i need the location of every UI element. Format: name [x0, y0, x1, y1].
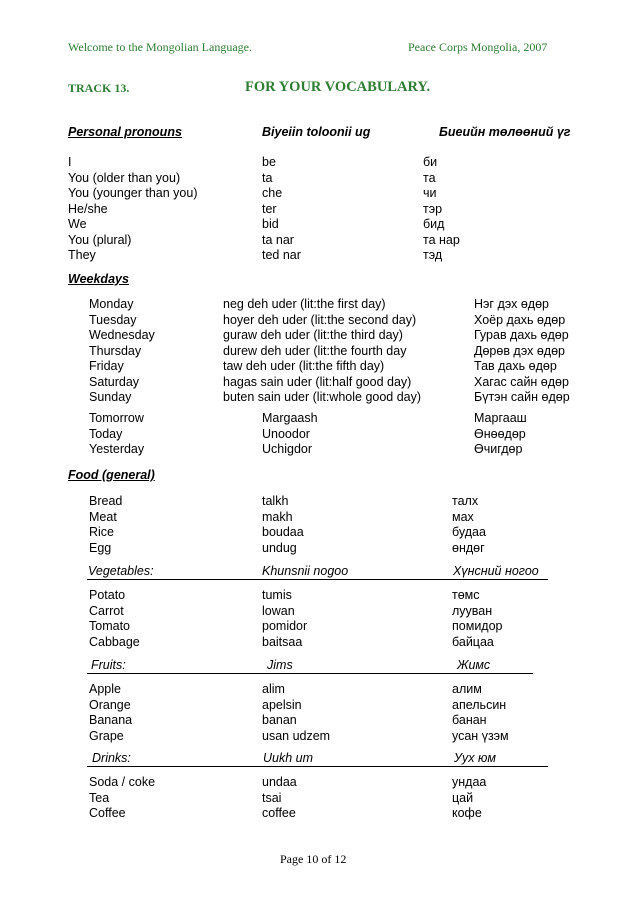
list-item: You (younger than you): [68, 186, 198, 200]
list-item: alim: [262, 682, 285, 696]
list-item: hoyer deh uder (lit:the second day): [223, 312, 417, 327]
list-item: talkh: [262, 494, 289, 508]
list-item: ter: [262, 201, 277, 216]
list-item: I: [68, 155, 72, 169]
list-item: We: [68, 217, 87, 231]
list-item: tumis: [262, 588, 292, 602]
drinks-col-cyrillic: [452, 775, 486, 822]
list-item: Хоёр дахь өдөр: [474, 312, 566, 327]
header-right: Peace Corps Mongolia, 2007: [408, 40, 548, 54]
list-item: boudaa: [262, 525, 304, 539]
list-item: Coffee: [89, 806, 126, 820]
list-item: Хагас сайн өдөр: [474, 374, 569, 389]
relative-days-col-english: [89, 411, 144, 458]
list-item: будаа: [452, 525, 486, 539]
list-item: Egg: [89, 540, 112, 555]
list-item: He/she: [68, 201, 108, 216]
list-item: байцаа: [452, 634, 494, 649]
list-item: Margaash: [262, 411, 318, 425]
weekdays-col-english: [89, 297, 155, 406]
list-item: өндөг: [452, 540, 485, 555]
fruits-heading: Fruits:: [91, 658, 126, 672]
list-item: Tuesday: [89, 312, 137, 327]
list-item: Tomato: [89, 619, 130, 633]
list-item: makh: [262, 509, 293, 524]
list-item: ted nar: [262, 248, 301, 262]
list-item: тэр: [423, 201, 443, 216]
drinks-col-english: [89, 775, 155, 822]
vegetables-heading: Vegetables:: [88, 564, 154, 578]
fruits-underline: [87, 673, 533, 674]
list-item: Wednesday: [89, 328, 155, 342]
weekdays-col-cyrillic: [474, 297, 570, 406]
list-item: тэд: [423, 248, 443, 262]
vegetables-col-translit: [262, 588, 307, 650]
drinks-col-translit: [262, 775, 297, 822]
list-item: төмс: [452, 588, 480, 602]
list-item: buten sain uder (lit:whole good day): [223, 390, 422, 404]
pronouns-heading-cyrillic: Биеийн төлөөний үг: [439, 125, 571, 139]
list-item: Bread: [89, 494, 123, 508]
list-item: Orange: [89, 697, 131, 712]
list-item: ta nar: [262, 232, 294, 247]
list-item: чи: [423, 186, 437, 200]
list-item: Маргааш: [474, 411, 527, 425]
list-item: be: [262, 155, 276, 169]
list-item: hagas sain uder (lit:half good day): [223, 374, 412, 389]
track-label: TRACK 13.: [68, 81, 130, 95]
list-item: Monday: [89, 297, 134, 311]
list-item: би: [423, 155, 438, 169]
pronouns-heading: Personal pronouns: [68, 125, 182, 139]
page-number: Page 10 of 12: [280, 852, 347, 866]
fruits-col-translit: [262, 682, 330, 744]
vegetables-heading-translit: Khunsnii nogoo: [262, 564, 349, 578]
weekdays-col-translit: [223, 297, 421, 406]
list-item: undaa: [262, 775, 297, 789]
list-item: Өчигдөр: [474, 442, 523, 456]
vegetables-heading-cyrillic: Хүнсний ногоо: [453, 564, 539, 578]
list-item: guraw deh uder (lit:the third day): [223, 328, 403, 342]
food-heading: Food (general): [68, 468, 155, 482]
pronouns-heading-translit: Biyeiin toloonii ug: [262, 125, 371, 139]
food-col-cyrillic: [452, 494, 486, 556]
list-item: Saturday: [89, 374, 140, 389]
list-item: Thursday: [89, 343, 142, 358]
list-item: undug: [262, 540, 297, 555]
list-item: Rice: [89, 525, 115, 539]
list-item: taw deh uder (lit:the fifth day): [223, 359, 385, 373]
pronouns-col-cyrillic: [423, 155, 460, 264]
list-item: лууван: [452, 603, 493, 618]
list-item: lowan: [262, 603, 295, 618]
vegetables-col-english: [89, 588, 140, 650]
list-item: Дөрөв дэх өдөр: [474, 343, 565, 358]
list-item: цай: [452, 790, 474, 805]
vegetables-col-cyrillic: [452, 588, 503, 650]
list-item: банан: [452, 713, 487, 727]
list-item: You (older than you): [68, 170, 181, 185]
pronouns-col-translit: [262, 155, 301, 264]
list-item: Uchigdor: [262, 442, 313, 456]
list-item: Нэг дэх өдөр: [474, 297, 549, 311]
fruits-heading-cyrillic: Жимс: [457, 658, 491, 672]
list-item: Meat: [89, 509, 117, 524]
list-item: Өнөөдөр: [474, 426, 526, 441]
drinks-heading-cyrillic: Уух юм: [454, 751, 496, 765]
list-item: banan: [262, 713, 297, 727]
vegetables-underline: [87, 579, 548, 580]
list-item: Тав дахь өдөр: [474, 359, 557, 373]
weekdays-heading: Weekdays: [68, 272, 129, 286]
list-item: Carrot: [89, 603, 124, 618]
page-title: FOR YOUR VOCABULARY.: [245, 79, 431, 95]
list-item: Yesterday: [89, 442, 145, 456]
list-item: tsai: [262, 790, 282, 805]
list-item: помидор: [452, 619, 503, 633]
relative-days-col-cyrillic: [474, 411, 527, 458]
list-item: ta: [262, 170, 273, 185]
list-item: Гурав дахь өдөр: [474, 328, 569, 342]
list-item: pomidor: [262, 619, 308, 633]
pronouns-col-english: [68, 155, 198, 264]
list-item: Potato: [89, 588, 126, 602]
list-item: usan udzem: [262, 728, 331, 743]
list-item: Cabbage: [89, 634, 140, 649]
drinks-underline: [87, 766, 548, 767]
list-item: They: [68, 248, 96, 262]
food-col-english: [89, 494, 122, 556]
list-item: You (plural): [68, 232, 132, 247]
list-item: мах: [452, 509, 474, 524]
list-item: апельсин: [452, 697, 507, 712]
list-item: Sunday: [89, 390, 132, 404]
list-item: Бүтэн сайн өдөр: [474, 390, 570, 404]
drinks-heading-translit: Uukh um: [263, 751, 314, 765]
food-col-translit: [262, 494, 304, 556]
list-item: алим: [452, 682, 482, 696]
list-item: Unoodor: [262, 426, 310, 441]
list-item: Apple: [89, 682, 121, 696]
fruits-heading-translit: Jims: [267, 658, 293, 672]
list-item: та нар: [423, 232, 460, 247]
list-item: durew deh uder (lit:the fourth day: [223, 343, 407, 358]
list-item: che: [262, 186, 283, 200]
list-item: бид: [423, 217, 445, 231]
list-item: Tomorrow: [89, 411, 144, 425]
list-item: Today: [89, 426, 123, 441]
list-item: кофе: [452, 806, 482, 820]
relative-days-col-translit: [262, 411, 318, 458]
drinks-heading: Drinks:: [92, 751, 131, 765]
list-item: Banana: [89, 713, 133, 727]
fruits-col-cyrillic: [452, 682, 509, 744]
list-item: baitsaa: [262, 634, 303, 649]
list-item: coffee: [262, 806, 296, 820]
fruits-col-english: [89, 682, 132, 744]
list-item: neg deh uder (lit:the first day): [223, 297, 386, 311]
list-item: Friday: [89, 359, 124, 373]
list-item: талх: [452, 494, 479, 508]
list-item: та: [423, 170, 436, 185]
list-item: Tea: [89, 790, 110, 805]
header-left: Welcome to the Mongolian Language.: [68, 40, 252, 54]
list-item: ундаа: [452, 775, 487, 789]
list-item: Grape: [89, 728, 124, 743]
list-item: усан үзэм: [452, 728, 509, 743]
list-item: apelsin: [262, 697, 302, 712]
list-item: bid: [262, 217, 279, 231]
list-item: Soda / coke: [89, 775, 156, 789]
